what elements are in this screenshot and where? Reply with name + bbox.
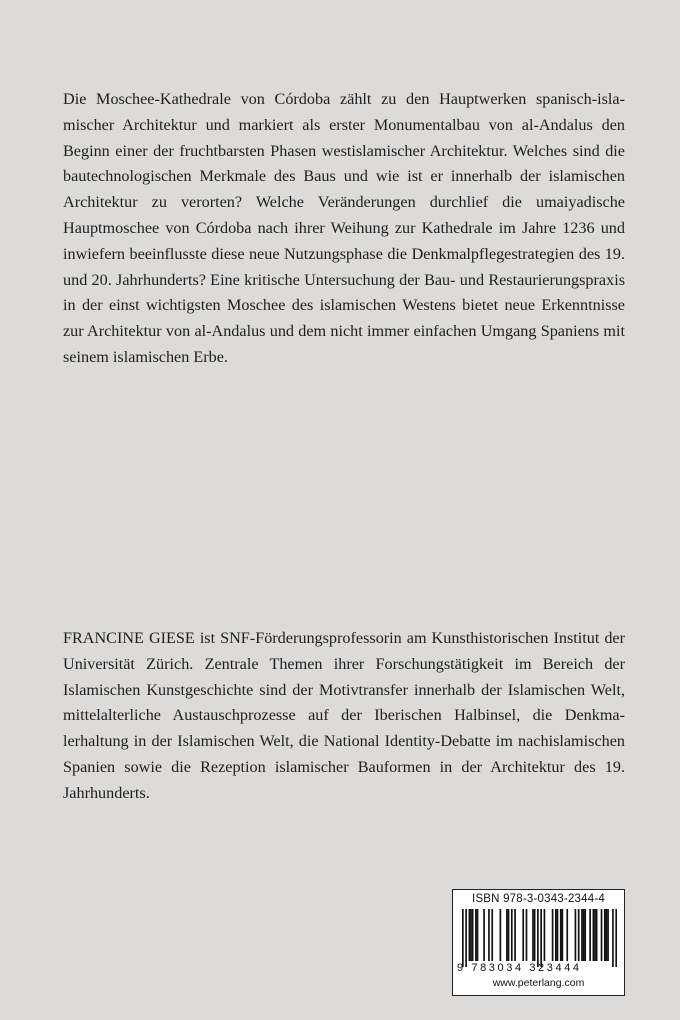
barcode-bar: [596, 909, 598, 961]
barcode-bar: [594, 909, 596, 961]
barcode-bar: [540, 909, 542, 967]
barcode-bar: [469, 909, 471, 961]
author-bio: FRANCINE GIESE ist SNF-Förderungsprofessorin am Kunsthistorischen Institut der Universität Zürich. Zentrale Themen ihrer Forschungstätigkeit im Bereich der Islamischen Kunstgeschichte sind der Motivtransfer innerhalb der Islamischen Welt, mittelalterliche Austauschprozesse auf der Iberischen Halbinsel, die Denkmalerhaltung in der Islamischen Welt, die National Identity-Debatte im nachislamischen Spanien sowie die Rezeption islamischer Bauformen in der Architektur des 19. Jahrhunderts.: [63, 629, 625, 802]
barcode-bar: [500, 909, 502, 961]
barcode-bar: [552, 909, 554, 961]
barcode-bar: [604, 909, 606, 961]
barcode-bar: [488, 909, 490, 961]
barcode-bar: [544, 909, 546, 961]
barcode-bar: [566, 909, 568, 961]
barcode-bar: [470, 909, 472, 961]
barcode-bar: [615, 909, 617, 967]
barcode-bar: [506, 909, 508, 961]
isbn-barcode-block: [452, 889, 625, 996]
barcode-bar: [534, 909, 536, 961]
barcode-bar: [537, 909, 539, 967]
barcode-bar: [465, 909, 467, 967]
barcode-bar: [472, 909, 474, 961]
barcode-bar: [483, 909, 485, 961]
barcode-bar: [526, 909, 528, 961]
barcode-bar: [475, 909, 477, 961]
barcode-bar: [584, 909, 586, 961]
barcode-bar: [508, 909, 510, 961]
barcode-bar: [557, 909, 559, 961]
barcode-bar: [532, 909, 534, 961]
barcode-image: [462, 909, 617, 969]
barcode-bar: [612, 909, 614, 967]
barcode-digits: 9 783034 323444: [457, 962, 582, 974]
barcode-bar: [607, 909, 609, 961]
barcode-bar: [593, 909, 595, 961]
back-cover-blurb: Die Moschee-Kathedrale von Córdoba zählt zu den Hauptwerken spanisch-islamischer Architektur und markiert als erster Monumentalbau von al-Andalus den Beginn einer der fruchtbarsten Phasen westislamischer Architektur. Welches sind die bautechnologischen Merkmale des Baus und wie ist er innerhalb der islamischen Architektur zu verorten? Welche Veränderungen durchlief die umaiyadische Hauptmoschee von Córdoba nach ihrer Weihung zur Kathedrale im Jahre 1236 und inwiefern beeinflusste diese neue Nutzungsphase die Denkmalpflegestrategien des 19. und 20. Jahrhunderts? Eine kritische Untersuchung der Bau- und Restaurierungspraxis in der einst wichtigsten Moschee des islamischen Westens bietet neue Erkenntnisse zur Architektur von al-Andalus und dem nicht immer einfachen Umgang Spaniens mit seinem islamischen Erbe.: [63, 90, 625, 366]
barcode-bar: [562, 909, 564, 961]
barcode-bar: [581, 909, 583, 961]
barcode-bar: [560, 909, 562, 961]
barcode-bar: [601, 909, 603, 961]
barcode-bar: [477, 909, 479, 961]
barcode-bar: [589, 909, 591, 961]
barcode-bar: [583, 909, 585, 961]
publisher-url: www.peterlang.com: [492, 977, 585, 989]
barcode-bar: [555, 909, 557, 961]
barcode-bar: [514, 909, 516, 961]
barcode-bar: [522, 909, 524, 961]
barcode-bar: [511, 909, 513, 961]
isbn-label: ISBN 978-3-0343-2344-4: [472, 893, 605, 905]
barcode-bar: [575, 909, 577, 961]
barcode-bar: [462, 909, 464, 967]
barcode-bar: [606, 909, 608, 961]
barcode-bar: [491, 909, 493, 961]
barcode-bar: [578, 909, 580, 961]
